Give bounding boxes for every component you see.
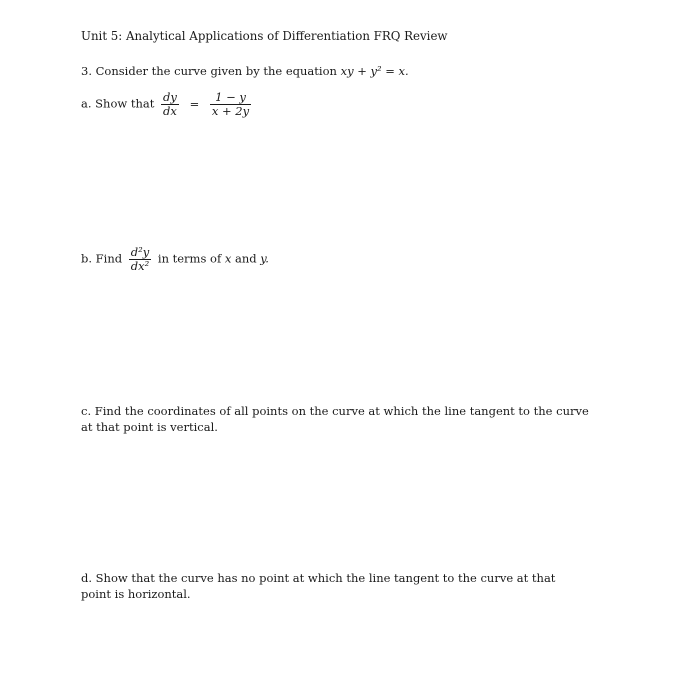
result-numerator: 1 − y: [210, 91, 251, 105]
part-c: c. Find the coordinates of all points on the curve at which the line tangent to the curve at that point is vertical.: [81, 404, 589, 434]
part-a: [81, 91, 254, 118]
part-d: d. Show that the curve has no point at which the line tangent to the curve at that point is horizontal.: [81, 571, 556, 601]
curve-equation: xy + y² = x.: [340, 64, 409, 78]
variable-x: x: [224, 251, 232, 266]
derivative-denominator: dx: [163, 104, 177, 119]
question-text: 3. Consider the curve given by the equation: [81, 64, 337, 78]
second-derivative-numerator: d²y: [130, 245, 150, 259]
part-b-and: and: [235, 251, 257, 266]
equals-sign: =: [189, 96, 200, 111]
part-b: [81, 246, 269, 273]
part-b-prefix: b. Find: [81, 251, 123, 266]
variable-y: y.: [260, 251, 269, 266]
result-denominator: x + 2y: [211, 104, 250, 119]
result-fraction: [210, 91, 251, 118]
second-derivative-fraction: [129, 246, 151, 273]
question-intro: [81, 64, 409, 78]
part-a-prefix: a. Show that: [81, 96, 155, 111]
page-title: Unit 5: Analytical Applications of Differentiation FRQ Review: [81, 29, 448, 43]
derivative-fraction: [161, 91, 179, 118]
part-b-suffix: in terms of: [157, 251, 222, 266]
second-derivative-denominator: dx²: [130, 259, 150, 274]
derivative-numerator: dy: [163, 90, 177, 104]
